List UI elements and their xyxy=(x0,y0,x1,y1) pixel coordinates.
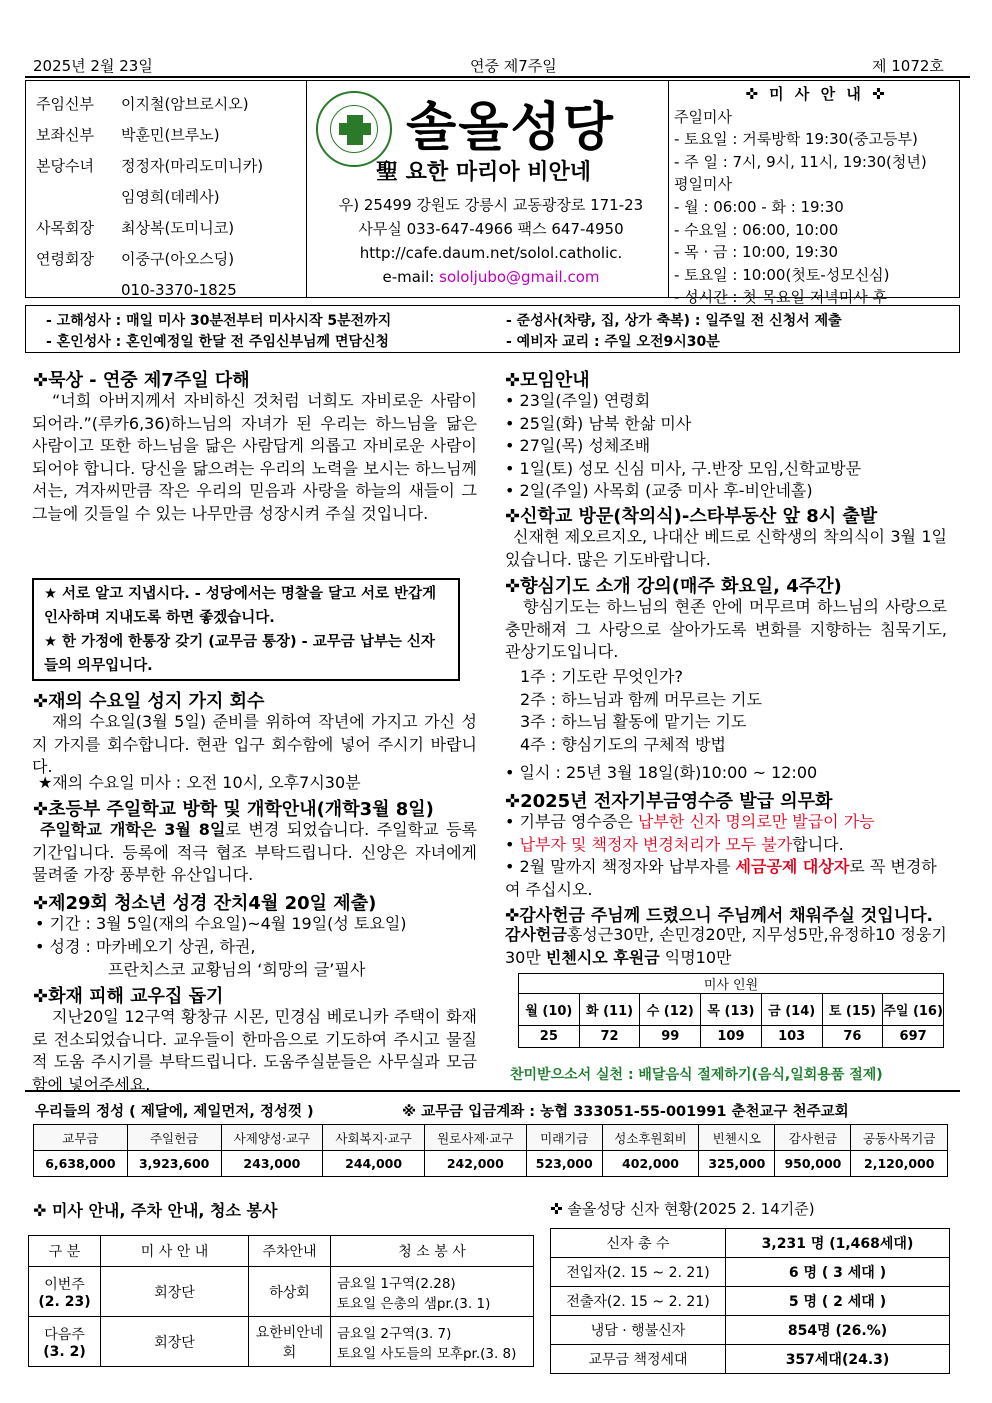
mass-line: - 수요일 : 06:00, 10:00 xyxy=(674,220,839,239)
reminder-box: ★ 서로 알고 지냅시다. - 성당에서는 명찰을 달고 서로 반갑게 인사하며 지내도록 하면 좋겠습니다. ★ 한 가정에 한통장 갖기 (교무금 통장) - 교무금 납부는 신자들의 의무입니다. xyxy=(32,578,460,681)
table-row: 신자 총 수 3,231 명 (1,468세대) xyxy=(551,1229,950,1258)
receipt-body: • 기부금 영수증은 납부한 신자 명의로만 발급이 가능 • 납부자 및 책정자 변경처리가 모두 불가합니다. • 2월 말까지 책정자와 납부자를 세금공제 대상자로 꼭 변경하여 주십시오. xyxy=(505,812,937,899)
address: 우) 25499 강원도 강릉시 교동광장로 171-23 xyxy=(338,196,644,214)
cafe-link[interactable]: http://cafe.daum.net/solol.catholic. xyxy=(359,244,623,262)
issue-date: 2025년 2월 23일 xyxy=(33,57,153,75)
meditation-title: ✜묵상 - 연중 제7주일 다해 xyxy=(33,370,250,391)
mass-line: 주일미사 xyxy=(674,107,732,126)
bible-contest-books-2: 프란치스코 교황님의 ‘희망의 글’필사 xyxy=(108,960,366,979)
divider xyxy=(668,81,669,297)
liturgical-week: 연중 제7주일 xyxy=(470,57,557,75)
list-item: • 2일(주일) 사목회 (교중 미사 후-비안네홀) xyxy=(505,481,813,500)
sunday-school-title: ✜초등부 주일학교 방학 및 개학안내(개학3월 8일) xyxy=(33,799,434,820)
ash-wednesday-mass: ★재의 수요일 미사 : 오전 10시, 오후7시30분 xyxy=(38,773,361,792)
offering-table: 교무금 주일헌금 사제양성·교구 사회복지·교구 원로사제·교구 미래기금 성소후원회비 빈첸시오 감사헌금 공동사목기금 6,638,000 3,923,600 243,000 244,000 242,000 523,000 402,000 325,000 950,000 2,120,000 xyxy=(33,1124,948,1177)
mass-line: - 월 : 06:00 - 화 : 19:30 xyxy=(674,197,844,216)
contact-info xyxy=(316,193,666,289)
offering-title: 우리들의 정성 ( 제달에, 제일먼저, 정성껏 ) xyxy=(35,1104,314,1120)
mass-line: - 목 · 금 : 10:00, 19:30 xyxy=(674,243,839,262)
mass-line: - 성시간 : 첫 목요일 저녁미사 후 xyxy=(674,288,887,307)
account-info: ※ 교무금 입금계좌 : 농협 333051-55-001991 춘천교구 천주교회 xyxy=(402,1104,849,1120)
mass-line: - 토요일 : 거룩방학 19:30(중고등부) xyxy=(674,130,918,149)
table-row: 교무금 책정세대 357세대(24.3) xyxy=(551,1345,950,1374)
meetings-title: ✜모임안내 xyxy=(505,370,590,391)
list-item: 3주 : 하느님 활동에 맡기는 기도 xyxy=(520,712,747,731)
ash-wednesday-body: 재의 수요일(3월 5일) 준비를 위하여 작년에 가지고 가신 성지 가지를 회수합니다. 현관 입구 회수함에 넣어 주시기 바랍니다. xyxy=(32,712,477,776)
prayer-weeks xyxy=(520,666,762,756)
thanks-body: 감사헌금홍성근30만, 손민경20만, 지무성5만,유정하10 정웅기30만 빈첸시오 후원금 익명10만 xyxy=(505,925,947,967)
email: e-mail: sololjubo@gmail.com xyxy=(382,268,600,286)
church-name: 솔올성당 xyxy=(406,97,615,158)
sunday-school-body: 주일학교 개학은 3월 8일로 변경 되었습니다. 주일학교 등록 기간입니다. 등록에 적극 협조 부탁드립니다. 신앙은 자녀에게 물려줄 가장 풍부한 유산입니다. xyxy=(32,820,477,884)
mass-title: ✜ 미 사 안 내 ✜ xyxy=(745,85,888,103)
section-rule xyxy=(25,1090,960,1092)
members-title: ✜ 솔올성당 신자 현황(2025 2. 14기준) xyxy=(550,1200,815,1218)
staff-row: 임영희(데레사) xyxy=(121,188,220,206)
list-item: • 1일(토) 성모 신심 미사, 구.반장 모임,신학교방문 xyxy=(505,458,862,478)
ash-wednesday-title: ✜재의 수요일 성지 가지 회수 xyxy=(33,691,265,712)
phone: 사무실 033-647-4966 팩스 647-4950 xyxy=(358,220,624,238)
divider xyxy=(306,81,307,297)
staff-row: 010-3370-1825 xyxy=(121,281,237,299)
mass-line: - 토요일 : 10:00(첫토-성모신심) xyxy=(674,265,890,284)
table-row: 냉담 · 행불신자 854명 (26.%) xyxy=(551,1316,950,1345)
meetings-list xyxy=(505,390,950,503)
table-row: 이번주 (2. 23) 회장단 하상회 금요일 1구역(2.28) 토요일 은총의 샘pr.(3. 1) xyxy=(29,1267,534,1317)
bible-contest-books: • 성경 : 마카베오기 상권, 하권, xyxy=(35,937,256,956)
list-item: 1주 : 기도란 무엇인가? xyxy=(520,667,683,686)
sacrament-notice: - 고해성사 : 매일 미사 30분전부터 미사시작 5분전까지 - 혼인성사 : 혼인예정일 한달 전 주임신부님께 면담신청 - 준성사(차량, 집, 상가 축복) : 일주일 전 신청서 제출 - 예비자 교리 : 주일 오전9시30분 xyxy=(25,305,960,353)
mass-schedule xyxy=(674,83,959,309)
email-link[interactable]: sololjubo@gmail.com xyxy=(439,268,600,286)
bible-contest-title: ✜제29회 청소년 성경 잔치4월 20일 제출) xyxy=(33,893,377,914)
staff-row: 본당수녀 정정자(마리도미니카) xyxy=(36,157,264,175)
seminary-title: ✜신학교 방문(착의식)-스타부동산 앞 8시 출발 xyxy=(505,506,878,527)
thanks-title: ✜감사헌금 주님께 드렸으니 주님께서 채워주실 것입니다. xyxy=(505,906,933,926)
prayer-lecture-body: 향심기도는 하느님의 현존 안에 머무르며 하느님의 사랑으로 충만해져 그 사랑으로 살아가도록 변화를 지향하는 침묵기도, 관상기도입니다. xyxy=(505,597,947,661)
laudato-si-notice: 찬미받으소서 실천 : 배달음식 절제하기(음식,일회용품 절제) xyxy=(510,1067,883,1083)
receipt-title: ✜2025년 전자기부금영수증 발급 의무화 xyxy=(505,791,833,812)
duty-table: 구 분 미 사 안 내 주차안내 청 소 봉 사 이번주 (2. 23) 회장단 하상회 금요일 1구역(2.28) 토요일 은총의 샘pr.(3. 1) 다음주 (3. 2) 회장단 요한비안네회 금요일 2구역(3. 7) 토요일 사도들의 모후pr.(3. 8) xyxy=(28,1235,534,1367)
list-item: • 25일(화) 남북 한삶 미사 xyxy=(505,413,692,433)
table-row: 다음주 (3. 2) 회장단 요한비안네회 금요일 2구역(3. 7) 토요일 사도들의 모후pr.(3. 8) xyxy=(29,1317,534,1367)
prayer-lecture-title: ✜향심기도 소개 강의(매주 화요일, 4주간) xyxy=(505,576,842,597)
staff-list xyxy=(36,89,316,306)
members-table xyxy=(550,1228,950,1374)
duty-title: ✜ 미사 안내, 주차 안내, 청소 봉사 xyxy=(33,1201,278,1220)
staff-row: 연령회장 이중구(아오스딩) xyxy=(36,250,235,268)
fire-relief-body: 지난20일 12구역 황창규 시몬, 민경심 베로니카 주택이 화재로 전소되었습니다. 교우들이 한마음으로 기도하여 주시고 물질적 도움 주시기를 부탁드립니다. 도움주실분들은 사무실과 모금함에 넣어주세요. xyxy=(32,1007,477,1094)
attendance-table: 미사 인원 월 (10) 화 (11) 수 (12) 목 (13) 금 (14) 토 (15) 주일 (16) 25 72 99 109 103 76 697 xyxy=(518,973,944,1048)
masthead-box xyxy=(25,80,960,307)
header-rule xyxy=(25,76,970,78)
staff-row: 보좌신부 박훈민(브루노) xyxy=(36,126,220,144)
list-item: • 23일(주일) 연령회 xyxy=(505,391,651,410)
fire-relief-title: ✜화재 피해 교우집 돕기 xyxy=(33,986,224,1007)
church-patron: 聖 요한 마리아 비안네 xyxy=(376,160,591,185)
staff-row: 사목회장 최상복(도미니코) xyxy=(36,219,235,237)
prayer-lecture-time: • 일시 : 25년 3월 18일(화)10:00 ~ 12:00 xyxy=(505,763,818,782)
list-item: • 27일(목) 성체조배 xyxy=(505,436,651,455)
table-row: 전입자(2. 15 ~ 2. 21) 6 명 ( 3 세대 ) xyxy=(551,1258,950,1287)
mass-line: 평일미사 xyxy=(674,175,732,194)
bible-contest-period: • 기간 : 3월 5일(재의 수요일)~4월 19일(성 토요일) xyxy=(35,914,407,933)
meditation-body: “너희 아버지께서 자비하신 것처럼 너희도 자비로운 사람이 되어라.”(루카6,36)하느님의 자녀가 된 우리는 하느님을 닮은 사람이고 또한 하느님을 닮은 사람답게 의롭고 자비로운 사람이 되어야 합니다. 당신을 닮으려는 우리의 노력을 보시는 하느님께서는, 겨자씨만큼 작은 우리의 믿음과 사랑을 하늘의 새들이 그 그늘에 깃들일 수 있는 나무만큼 성장시켜 주실 것입니다. xyxy=(32,391,477,523)
list-item: 4주 : 향심기도의 구체적 방법 xyxy=(520,734,726,754)
table-row: 전출자(2. 15 ~ 2. 21) 5 명 ( 2 세대 ) xyxy=(551,1287,950,1316)
seminary-body: 신재현 제오르지오, 나대산 베드로 신학생의 착의식이 3월 1일 있습니다. 많은 기도바랍니다. xyxy=(505,527,947,569)
issue-number: 제 1072호 xyxy=(872,57,944,75)
staff-row: 주임신부 이지철(암브로시오) xyxy=(36,95,249,113)
list-item: 2주 : 하느님과 함께 머무르는 기도 xyxy=(520,689,762,709)
mass-line: - 주 일 : 7시, 9시, 11시, 19:30(청년) xyxy=(674,152,927,171)
